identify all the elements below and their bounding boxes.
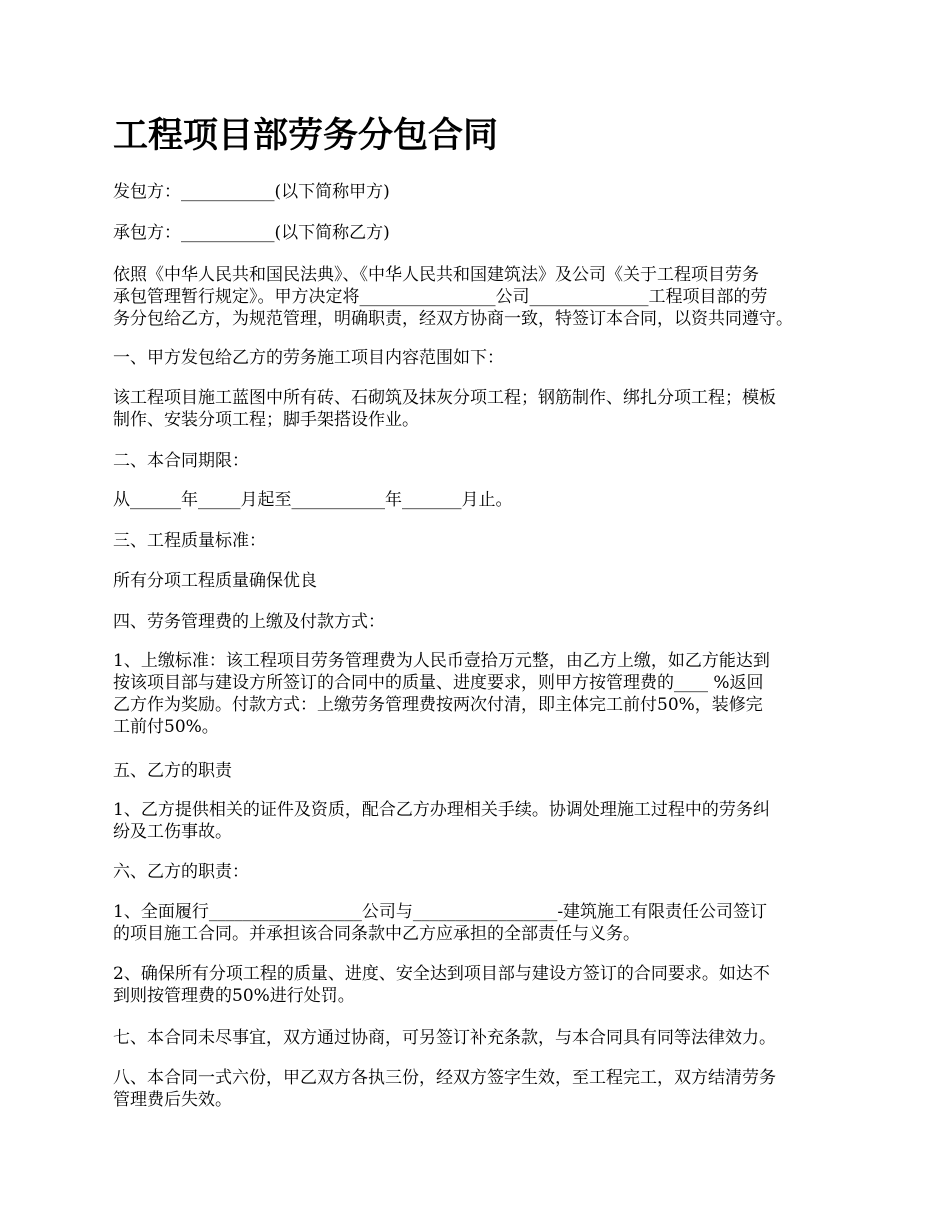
section-4-content: 1、上缴标准：该工程项目劳务管理费为人民币壹拾万元整，由乙方上缴，如乙方能达到 按该项目部与建设方所签订的合同中的质量、进度要求，则甲方按管理费的____ %返回 乙方作为奖励。付款方式：上缴劳务管理费按两次付清，即主体完工前付50%，装修完 工前付50%。 <box>113 651 770 737</box>
section-1-content: 该工程项目施工蓝图中所有砖、石砌筑及抹灰分项工程；钢筋制作、绑扎分项工程；模板 制作、安装分项工程；脚手架搭设作业。 <box>113 388 776 430</box>
section-6-item-2: 2、确保所有分项工程的质量、进度、安全达到项目部与建设方签订的合同要求。如达不 到则按管理费的50%进行处罚。 <box>113 964 770 1006</box>
section-3-heading: 三、工程质量标准： <box>113 531 266 551</box>
section-1-heading: 一、甲方发包给乙方的劳务施工项目内容范围如下： <box>113 348 504 368</box>
section-3-content: 所有分项工程质量确保优良 <box>113 571 317 591</box>
section-8: 八、本合同一式六份，甲乙双方各执三份，经双方签字生效，至工程完工，双方结清劳务 管理费后失效。 <box>113 1068 776 1110</box>
party-b-line: 承包方：___________(以下简称乙方) <box>113 223 390 243</box>
document-title: 工程项目部劳务分包合同 <box>113 115 499 156</box>
section-7: 七、本合同未尽事宜，双方通过协商，可另签订补充条款，与本合同具有同等法律效力。 <box>113 1028 776 1048</box>
section-2-content: 从______年_____月起至___________年_______月止。 <box>113 490 513 510</box>
section-6-heading: 六、乙方的职责： <box>113 862 249 882</box>
party-a-line: 发包方：___________(以下简称甲方) <box>113 182 390 202</box>
section-6-item-1: 1、全面履行__________________公司与_________________-建筑施工有限责任公司签订 的项目施工合同。并承担该合同条款中乙方应承担的全部责任与义务。 <box>113 902 768 944</box>
section-5-heading: 五、乙方的职责 <box>113 761 232 781</box>
section-5-content: 1、乙方提供相关的证件及资质，配合乙方办理相关手续。协调处理施工过程中的劳务纠 纷及工伤事故。 <box>113 800 770 842</box>
section-2-heading: 二、本合同期限： <box>113 451 249 471</box>
preamble-paragraph: 依照《中华人民共和国民法典》、《中华人民共和国建筑法》及公司《关于工程项目劳务 承包管理暂行规定》。甲方决定将________________公司______________工程项目部的劳 务分包给乙方，为规范管理，明确职责，经双方协商一致，特签订本合同，以资共同遵守。 <box>113 265 793 329</box>
section-4-heading: 四、劳务管理费的上缴及付款方式： <box>113 612 385 632</box>
